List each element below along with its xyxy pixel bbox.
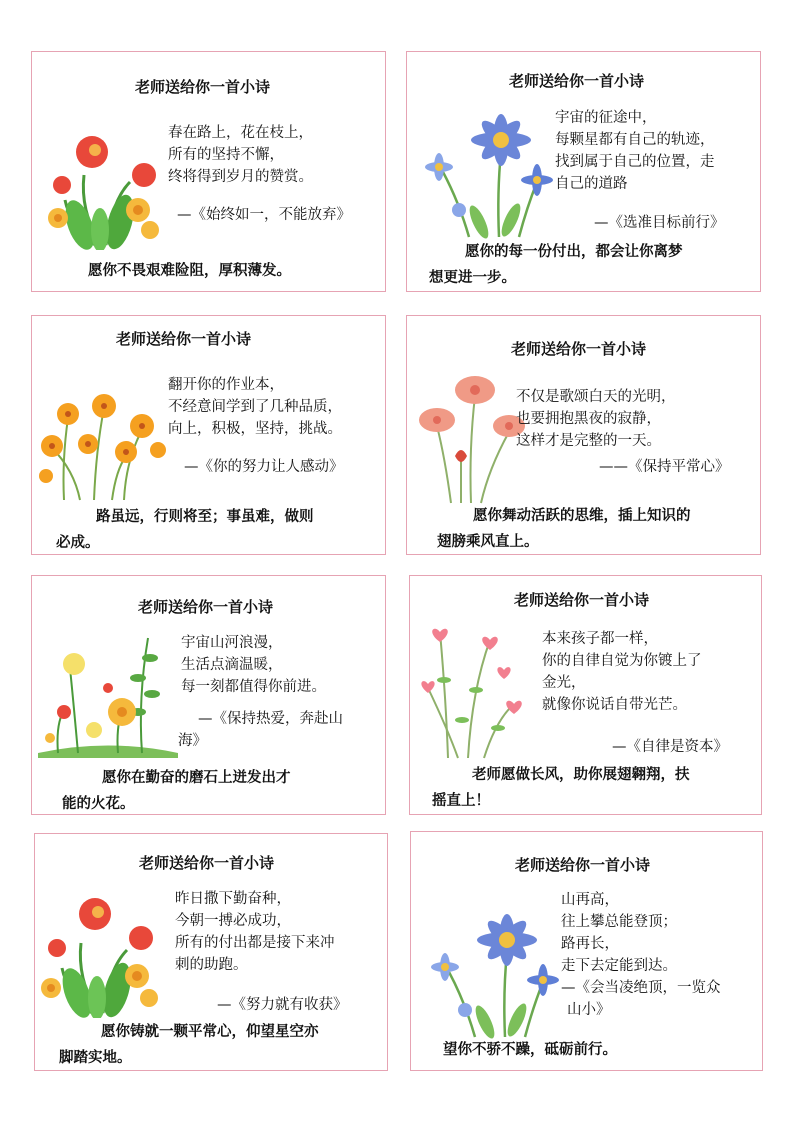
poem-source: —《选准目标前行》 xyxy=(594,215,725,231)
wish-text xyxy=(437,503,691,555)
card-title: 老师送给你一首小诗 xyxy=(116,330,252,348)
poem-text xyxy=(555,107,715,195)
poem-text xyxy=(181,632,326,698)
poem-line: 山再高， xyxy=(561,892,619,908)
poem-line: 也要拥抱黑夜的寂静， xyxy=(516,411,661,427)
poem-text xyxy=(168,122,313,188)
poem-line: 春在路上，花在枝上， xyxy=(168,125,313,141)
card-title: 老师送给你一首小诗 xyxy=(514,591,650,609)
poem-line: 就像你说话自带光芒。 xyxy=(542,697,687,713)
wish-line: 脚踏实地。 xyxy=(59,1050,132,1066)
poem-card xyxy=(31,575,386,815)
poem-source xyxy=(561,977,721,1021)
wish-line: 想更进一步。 xyxy=(429,270,516,286)
poem-card xyxy=(31,315,386,555)
source-line: —《保持热爱，奔赴山 xyxy=(198,711,343,727)
poem-text xyxy=(175,888,335,976)
poem-source: —《自律是资本》 xyxy=(612,739,728,755)
poem-line: 终将得到岁月的赞赏。 xyxy=(168,169,313,185)
poem-card xyxy=(406,315,761,555)
wish-text xyxy=(62,765,291,817)
wish-text xyxy=(88,258,291,284)
poem-card xyxy=(410,831,763,1071)
poem-card xyxy=(31,51,386,292)
poem-line: 向上，积极，坚持，挑战。 xyxy=(168,421,342,437)
wish-line: 愿你在勤奋的磨石上迸发出才 xyxy=(102,770,291,786)
poem-line: 往上攀总能登顶； xyxy=(561,914,677,930)
wish-line: 翅膀乘风直上。 xyxy=(437,534,539,550)
wish-line: 路虽远，行则将至；事虽难，做则 xyxy=(96,509,314,525)
wish-text xyxy=(443,1037,617,1063)
poem-line: 走下去定能到达。 xyxy=(561,958,677,974)
poem-line: 宇宙的征途中， xyxy=(555,110,657,126)
card-title: 老师送给你一首小诗 xyxy=(138,598,274,616)
wish-line: 愿你不畏艰难险阻，厚积薄发。 xyxy=(88,263,291,279)
wish-line: 愿你铸就一颗平常心，仰望星空亦 xyxy=(101,1024,319,1040)
poem-card xyxy=(409,575,762,815)
poem-line: 你的自律自觉为你镀上了 xyxy=(542,653,702,669)
meadow-flowers-icon xyxy=(38,628,178,758)
poem-line: 每一刻都值得你前进。 xyxy=(181,679,326,695)
wish-line: 愿你的每一份付出，都会让你离梦 xyxy=(465,244,683,260)
poem-line: 自己的道路 xyxy=(555,176,628,192)
poem-line: 昨日撒下勤奋种， xyxy=(175,891,291,907)
blue-daisies-icon xyxy=(415,912,565,1042)
wish-line: 望你不骄不躁，砥砺前行。 xyxy=(443,1042,617,1058)
poem-line: 金光， xyxy=(542,675,586,691)
poem-card xyxy=(406,51,761,292)
poem-line: 路再长， xyxy=(561,936,619,952)
source-line: 海》 xyxy=(178,733,207,749)
poem-source: —《努力就有收获》 xyxy=(217,997,348,1013)
wish-text xyxy=(432,762,690,814)
poem-line: 不经意间学到了几种品质， xyxy=(168,399,342,415)
poem-text xyxy=(542,628,702,716)
wish-line: 摇直上！ xyxy=(432,793,490,809)
poem-line: 刺的助跑。 xyxy=(175,957,248,973)
wish-text xyxy=(429,239,683,291)
source-line: —《会当凌绝顶，一览众 xyxy=(561,980,721,996)
poem-text xyxy=(561,889,677,977)
card-title: 老师送给你一首小诗 xyxy=(135,78,271,96)
red-flowers-bouquet-icon xyxy=(37,898,167,1018)
wish-text xyxy=(59,1019,319,1071)
pink-cosmos-icon xyxy=(411,368,531,508)
poem-text xyxy=(168,374,342,440)
poem-line: 生活点滴温暖， xyxy=(181,657,283,673)
card-title: 老师送给你一首小诗 xyxy=(139,854,275,872)
poem-text xyxy=(516,386,676,452)
poem-line: 不仅是歌颂白天的光明， xyxy=(516,389,676,405)
poem-line: 找到属于自己的位置，走 xyxy=(555,154,715,170)
poem-line: 每颗星都有自己的轨迹， xyxy=(555,132,715,148)
poem-source: —《你的努力让人感动》 xyxy=(184,459,344,475)
poem-source xyxy=(178,708,343,752)
poem-line: 宇宙山河浪漫， xyxy=(181,635,283,651)
card-title: 老师送给你一首小诗 xyxy=(511,340,647,358)
red-flowers-bouquet-icon xyxy=(40,130,170,250)
wish-line: 必成。 xyxy=(56,535,100,551)
wish-line: 能的火花。 xyxy=(62,796,135,812)
poem-line: 翻开你的作业本， xyxy=(168,377,284,393)
poem-line: 今朝一搏必成功， xyxy=(175,913,291,929)
poem-line: 所有的付出都是接下来冲 xyxy=(175,935,335,951)
blue-daisies-icon xyxy=(409,112,559,242)
card-title: 老师送给你一首小诗 xyxy=(509,72,645,90)
poem-card xyxy=(34,833,388,1071)
poem-line: 本来孩子都一样， xyxy=(542,631,658,647)
poem-source: —《始终如一，不能放弃》 xyxy=(177,207,351,223)
wish-line: 愿你舞动活跃的思维，插上知识的 xyxy=(473,508,691,524)
poem-source: ——《保持平常心》 xyxy=(599,459,730,475)
source-line: 山小》 xyxy=(567,1002,611,1018)
poem-line: 所有的坚持不懈， xyxy=(168,147,284,163)
card-title: 老师送给你一首小诗 xyxy=(515,856,651,874)
poem-line: 这样才是完整的一天。 xyxy=(516,433,661,449)
orange-cosmos-icon xyxy=(34,390,174,502)
wish-line: 老师愿做长风，助你展翅翱翔，扶 xyxy=(472,767,690,783)
wish-text xyxy=(56,504,314,556)
heart-stems-icon xyxy=(418,620,528,760)
